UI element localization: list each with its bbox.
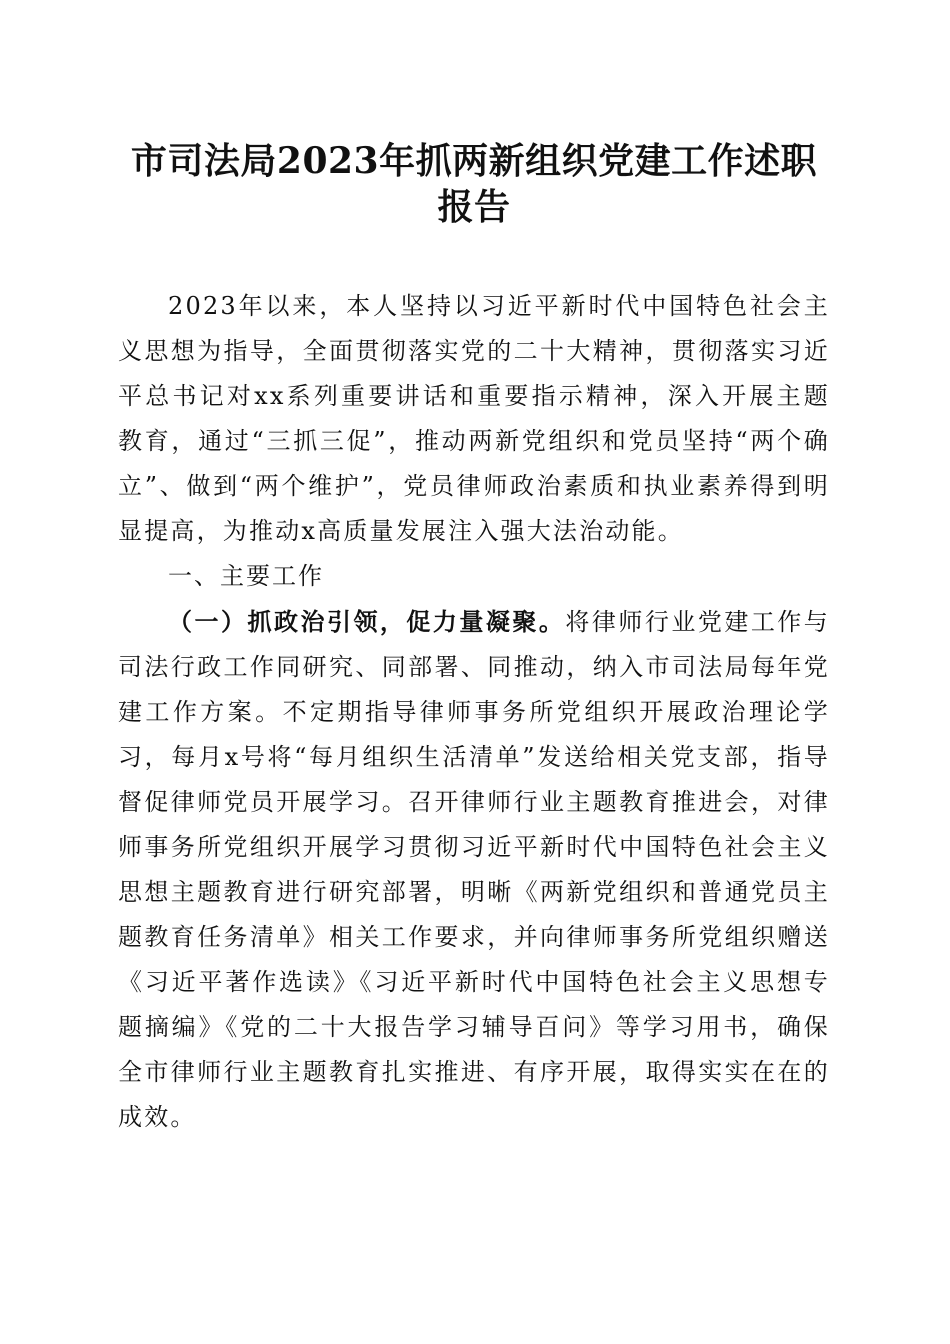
document-page: [118, 138, 830, 1140]
document-title: 市司法局2023年抓两新组织党建工作述职报告: [130, 140, 818, 228]
paragraph-lead: （一）抓政治引领，促力量凝聚。: [168, 607, 566, 636]
section-paragraph: [118, 599, 830, 1140]
paragraph-body: 将律师行业党建工作与司法行政工作同研究、同部署、同推动，纳入市司法局每年党建工作方案。不定期指导律师事务所党组织开展政治理论学习，每月x号将“每月组织生活清单”发送给相关党支部，指导督促律师党员开展学习。召开律师行业主题教育推进会，对律师事务所党组织开展学习贯彻习近平新时代中国特色社会主义思想主题教育进行研究部署，明晰《两新党组织和普通党员主题教育任务清单》相关工作要求，并向律师事务所党组织赠送《习近平著作选读》《习近平新时代中国特色社会主义思想专题摘编》《党的二十大报告学习辅导百问》等学习用书，确保全市律师行业主题教育扎实推进、有序开展，取得实实在在的成效。: [118, 608, 830, 1131]
intro-paragraph: 2023年以来，本人坚持以习近平新时代中国特色社会主义思想为指导，全面贯彻落实党的二十大精神，贯彻落实习近平总书记对xx系列重要讲话和重要指示精神，深入开展主题教育，通过“三抓三促”，推动两新党组织和党员坚持“两个确立”、做到“两个维护”，党员律师政治素质和执业素养得到明显提高，为推动x高质量发展注入强大法治动能。: [118, 292, 830, 545]
section-heading: 一、主要工作: [168, 562, 324, 590]
